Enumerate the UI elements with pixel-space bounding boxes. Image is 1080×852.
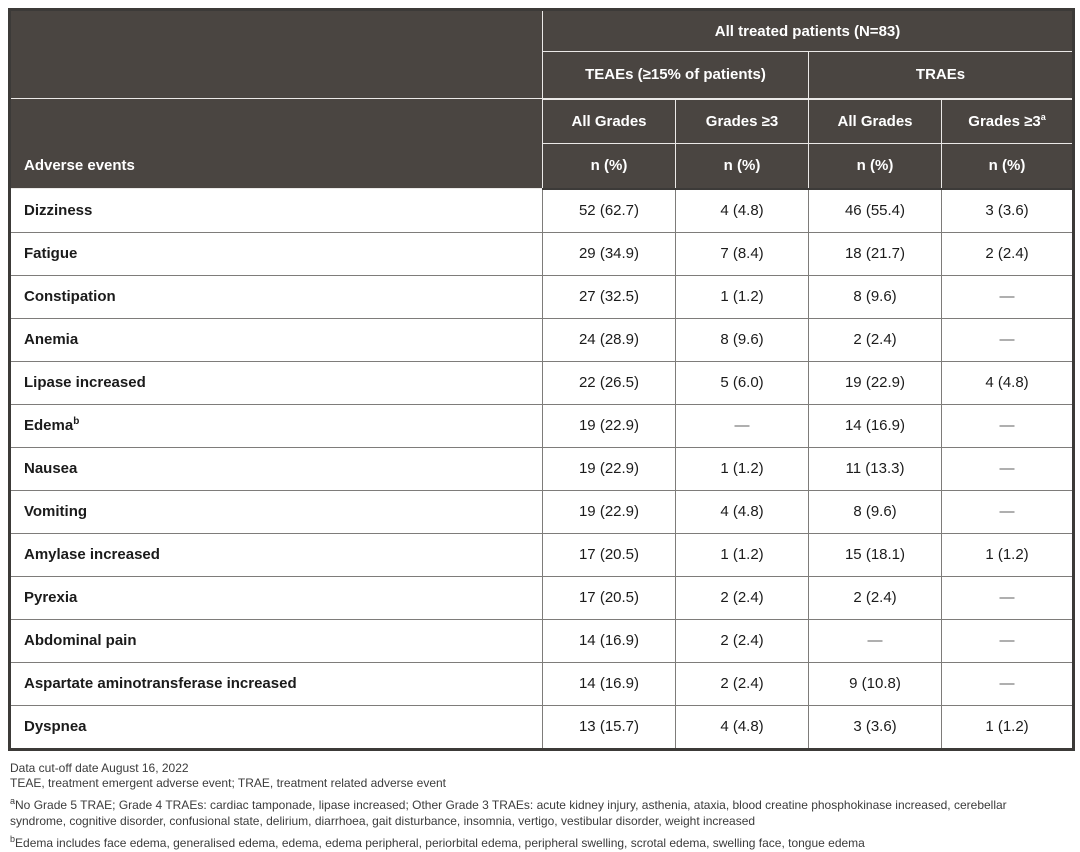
footnote-b [10,833,1066,852]
all-treated-patients-header: All treated patients (N=83) [543,10,1074,52]
adverse-event-name: Abdominal pain [24,632,137,649]
adverse-events-column-header [10,99,543,189]
trae-grades3-value: — [942,490,1074,533]
adverse-event-name-cell [10,189,543,233]
trae-all-grades-value: 9 (10.8) [809,662,942,705]
teae-grades3-value: 8 (9.6) [676,318,809,361]
trae-all-grades-value: 18 (21.7) [809,232,942,275]
footnotes [8,751,1072,852]
abbreviations-note: TEAE, treatment emergent adverse event; TRAE, treatment related adverse event [10,776,446,791]
trae-grades3-value: 1 (1.2) [942,705,1074,749]
teae-all-grades-value: 14 (16.9) [543,662,676,705]
adverse-event-name-cell [10,619,543,662]
teae-all-grades-value: 17 (20.5) [543,576,676,619]
table-body [10,189,1074,750]
teae-grades3-value: 5 (6.0) [676,361,809,404]
teae-grades3-value: 4 (4.8) [676,189,809,233]
trae-all-grades-value: 8 (9.6) [809,275,942,318]
trae-all-grades-value: 8 (9.6) [809,490,942,533]
adverse-event-name-cell [10,232,543,275]
teae-grades3-value: 4 (4.8) [676,490,809,533]
teae-grades3-value: 7 (8.4) [676,232,809,275]
teae-all-grades-header [543,99,676,144]
adverse-event-name: Lipase increased [24,374,146,391]
table-row [10,576,1074,619]
trae-grades3-value: — [942,275,1074,318]
trae-all-grades-value: — [809,619,942,662]
adverse-event-name-cell [10,705,543,749]
table-row [10,275,1074,318]
teae-all-grades-value: 17 (20.5) [543,533,676,576]
adverse-event-name: Dizziness [24,201,93,219]
table-row [10,533,1074,576]
adverse-event-name: Aspartate aminotransferase increased [24,675,297,692]
trae-grades3-value: — [942,619,1074,662]
adverse-event-name-cell [10,662,543,705]
teae-grades3-value: 1 (1.2) [676,533,809,576]
trae-grades3-value: — [942,447,1074,490]
table-row [10,619,1074,662]
trae-grades3-value: 1 (1.2) [942,533,1074,576]
teae-all-grades-value: 19 (22.9) [543,404,676,447]
teae-all-grades-value: 22 (26.5) [543,361,676,404]
teae-grades3-value: 2 (2.4) [676,662,809,705]
adverse-event-name-cell [10,275,543,318]
teae-all-grades-value: 19 (22.9) [543,490,676,533]
table-row [10,705,1074,749]
table-row [10,232,1074,275]
event-superscript: b [73,416,80,427]
footnote-b-marker: b [10,833,16,844]
adverse-event-name: Vomiting [24,503,88,520]
teae-grades3-value: 4 (4.8) [676,705,809,749]
table-row [10,189,1074,233]
trae-all-grades-value: 11 (13.3) [809,447,942,490]
footnote-b-text: Edema includes face edema, generalised edema, edema, edema peripheral, periorbital edema, peripheral swelling, scrotal edema, swelling face, tongue edema [15,835,865,850]
trae-grades3-header [942,99,1074,144]
subcol-superscript: a [1040,111,1046,122]
teae-grades3-value: 2 (2.4) [676,576,809,619]
teae-all-grades-value: 29 (34.9) [543,232,676,275]
trae-all-grades-header [809,99,942,144]
footnote-a [10,798,1066,830]
subcol-label: Grades ≥3 [968,112,1041,130]
adverse-event-name: Edema [24,417,74,434]
subcol-label: Grades ≥3 [705,112,779,130]
teae-all-grades-value: 24 (28.9) [543,318,676,361]
teae-grades3-value: 1 (1.2) [676,447,809,490]
trae-grades3-value: 3 (3.6) [942,189,1074,233]
trae-all-grades-value: 46 (55.4) [809,189,942,233]
adverse-event-name-cell [10,576,543,619]
trae-grades3-value: — [942,404,1074,447]
trae-grades3-value: — [942,576,1074,619]
adverse-event-name: Pyrexia [24,589,78,606]
trae-all-grades-value: 3 (3.6) [809,705,942,749]
trae-grades3-value: 2 (2.4) [942,232,1074,275]
table-row [10,361,1074,404]
trae-all-grades-value: 2 (2.4) [809,318,942,361]
teae-all-grades-unit: n (%) [543,144,676,189]
adverse-event-name: Dyspnea [24,718,87,735]
adverse-event-name: Amylase increased [24,546,160,563]
adverse-event-name-cell [10,447,543,490]
trae-all-grades-value: 14 (16.9) [809,404,942,447]
adverse-events-label: Adverse events [24,157,135,174]
teae-all-grades-value: 14 (16.9) [543,619,676,662]
adverse-event-name: Constipation [24,288,116,305]
trae-grades3-value: 4 (4.8) [942,361,1074,404]
teae-all-grades-value: 27 (32.5) [543,275,676,318]
teae-group-header: TEAEs (≥15% of patients) [543,52,809,99]
teae-grades3-header [676,99,809,144]
trae-grades3-value: — [942,318,1074,361]
footnote-a-text: No Grade 5 TRAE; Grade 4 TRAEs: cardiac tamponade, lipase increased; Other Grade 3 TRAEs: acute kidney injury, asthenia, ataxia, blood creatine phosphokinase increased, cerebellar syndrome, cognitive disorder, confusional state, delirium, diarrhoea, gait disturbance, insomnia, vertigo, vestibular disorder, weight increased [10,798,1007,828]
trae-all-grades-value: 15 (18.1) [809,533,942,576]
teae-all-grades-value: 13 (15.7) [543,705,676,749]
table-row [10,447,1074,490]
table-row [10,490,1074,533]
table-row [10,404,1074,447]
teae-all-grades-value: 52 (62.7) [543,189,676,233]
trae-all-grades-value: 19 (22.9) [809,361,942,404]
teae-grades3-value: 1 (1.2) [676,275,809,318]
trae-all-grades-value: 2 (2.4) [809,576,942,619]
adverse-event-name: Anemia [24,331,79,348]
teae-grades3-value: — [676,404,809,447]
teae-grades3-value: 2 (2.4) [676,619,809,662]
subcol-label: All Grades [571,112,647,130]
trae-all-grades-unit: n (%) [809,144,942,189]
adverse-events-table [8,8,1075,751]
header-row-top [10,10,1074,52]
adverse-event-name-cell [10,361,543,404]
teae-grades3-unit: n (%) [676,144,809,189]
header-row-grades [10,99,1074,144]
teae-all-grades-value: 19 (22.9) [543,447,676,490]
table-row [10,662,1074,705]
subcol-label: All Grades [837,112,913,130]
adverse-event-name-cell [10,533,543,576]
adverse-event-name-cell [10,404,543,447]
adverse-event-name-cell [10,318,543,361]
data-cutoff-note: Data cut-off date August 16, 2022 [10,760,189,775]
table-header [10,10,1074,189]
trae-grades3-value: — [942,662,1074,705]
trae-group-header: TRAEs [809,52,1074,99]
trae-grades3-unit: n (%) [942,144,1074,189]
adverse-event-name: Nausea [24,460,78,477]
table-row [10,318,1074,361]
adverse-event-name-cell [10,490,543,533]
footnote-a-marker: a [10,796,16,807]
header-corner-cell [10,10,543,99]
adverse-event-name: Fatigue [24,245,78,262]
